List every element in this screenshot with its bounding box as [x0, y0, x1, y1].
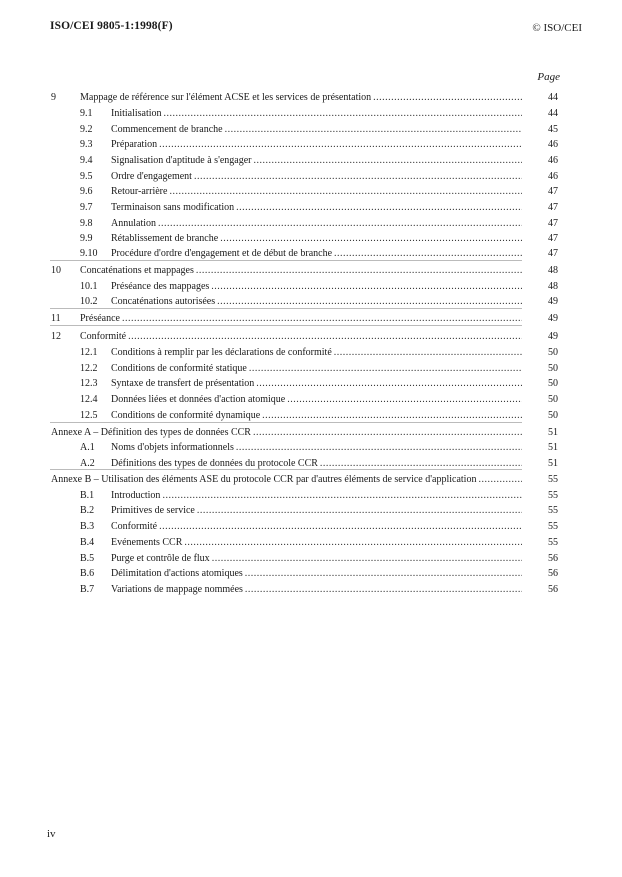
toc-entry-number: 9.5: [80, 171, 93, 182]
toc-entry-number: 11: [51, 313, 61, 324]
toc-entry-title-text: Données liées et données d'action atomique: [111, 394, 286, 405]
toc-entry-title: [111, 552, 522, 566]
dot-leader: [212, 552, 522, 566]
dot-leader: [169, 185, 522, 199]
dot-leader: [253, 426, 522, 440]
toc-entry-title: [111, 185, 522, 199]
toc-entry-title-text: Primitives de service: [111, 505, 195, 516]
toc-entry[interactable]: [0, 552, 622, 566]
dot-leader: [245, 583, 522, 597]
toc-entry-number: B.7: [80, 584, 95, 595]
dot-leader: [194, 170, 522, 184]
toc-entry-number: B.2: [80, 505, 95, 516]
document-reference: ISO/CEI 9805-1:1998(F): [50, 20, 173, 32]
toc-entry-page: 55: [548, 490, 558, 501]
toc-entry-title-text: Préséance des mappages: [111, 281, 210, 292]
toc-entry[interactable]: [0, 520, 622, 534]
toc-entry-title: [111, 520, 522, 534]
toc-entry-page: 47: [548, 248, 558, 259]
dot-leader: [211, 280, 522, 294]
toc-entry-number: 12: [51, 331, 61, 342]
toc-entry-title-text: Annexe A – Définition des types de données CCR: [51, 427, 251, 438]
toc-entry-page: 46: [548, 171, 558, 182]
toc-entry-page: 56: [548, 553, 558, 564]
toc-entry-number: 9.1: [80, 108, 93, 119]
toc-entry-title-text: Mappage de référence sur l'élément ACSE et les services de présentation: [80, 92, 372, 103]
toc-entry-page: 50: [548, 410, 558, 421]
toc-entry-title: [111, 232, 522, 246]
toc-entry-title: [111, 457, 522, 471]
dot-leader: [256, 377, 522, 391]
toc-entry[interactable]: [0, 504, 622, 518]
toc-entry[interactable]: [0, 185, 622, 199]
toc-entry-number: B.4: [80, 537, 95, 548]
toc-entry-title: [51, 473, 522, 487]
toc-entry-number: 9: [51, 92, 56, 103]
toc-entry-page: 50: [548, 347, 558, 358]
toc-entry[interactable]: [0, 441, 622, 455]
toc-entry[interactable]: [0, 393, 622, 407]
dot-leader: [122, 312, 522, 326]
dot-leader: [197, 504, 522, 518]
toc-entry-page: 48: [548, 281, 558, 292]
toc-entry-title: [111, 107, 522, 121]
toc-entry[interactable]: [0, 409, 622, 423]
toc-entry-title: [51, 426, 522, 440]
toc-entry-title: [111, 362, 522, 376]
toc-entry-title: [80, 330, 522, 344]
toc-entry-title: [111, 346, 522, 360]
toc-entry[interactable]: [0, 232, 622, 246]
toc-entry[interactable]: [0, 170, 622, 184]
toc-entry-page: 44: [548, 92, 558, 103]
dot-leader: [262, 409, 522, 423]
toc-entry-number: 10.2: [80, 296, 98, 307]
toc-entry-page: 47: [548, 186, 558, 197]
toc-entry[interactable]: [0, 247, 622, 261]
toc-entry-number: 9.3: [80, 139, 93, 150]
toc-entry-title: [80, 91, 522, 105]
copyright-notice: © ISO/CEI: [532, 22, 582, 34]
dot-leader: [159, 138, 522, 152]
toc-entry-number: 10: [51, 265, 61, 276]
toc-entry-title-text: Procédure d'ordre d'engagement et de début de branche: [111, 248, 333, 259]
toc-entry-page: 44: [548, 108, 558, 119]
toc-entry-number: 12.4: [80, 394, 98, 405]
toc-entry[interactable]: [0, 567, 622, 581]
toc-entry[interactable]: [0, 473, 622, 487]
toc-entry-title-text: Rétablissement de branche: [111, 233, 219, 244]
dot-leader: [220, 232, 522, 246]
toc-entry-number: 9.9: [80, 233, 93, 244]
dot-leader: [254, 154, 522, 168]
toc-entry-title-text: Conformité: [80, 331, 127, 342]
dot-leader: [128, 330, 522, 344]
toc-entry-number: 9.10: [80, 248, 98, 259]
toc-entry-title: [111, 567, 522, 581]
toc-entry-title-text: Définitions des types de données du protocole CCR: [111, 458, 318, 469]
toc-entry[interactable]: [0, 312, 622, 326]
toc-entry-title-text: Noms d'objets informationnels: [111, 442, 234, 453]
dot-leader: [236, 201, 522, 215]
toc-entry[interactable]: [0, 91, 622, 105]
toc-entry-title-text: Préparation: [111, 139, 158, 150]
toc-entry-page: 47: [548, 202, 558, 213]
dot-leader: [225, 123, 522, 137]
toc-entry[interactable]: [0, 362, 622, 376]
toc-entry-number: 9.8: [80, 218, 93, 229]
toc-entry-number: A.2: [80, 458, 95, 469]
dot-leader: [159, 520, 522, 534]
dot-leader: [478, 473, 522, 487]
toc-entry-page: 56: [548, 568, 558, 579]
toc-entry-page: 49: [548, 296, 558, 307]
toc-entry-number: 9.4: [80, 155, 93, 166]
dot-leader: [158, 217, 522, 231]
toc-entry-number: 9.7: [80, 202, 93, 213]
toc-entry-page: 50: [548, 378, 558, 389]
toc-entry-title-text: Annulation: [111, 218, 156, 229]
toc-entry-title-text: Préséance: [80, 313, 120, 324]
dot-leader: [162, 489, 522, 503]
toc-entry[interactable]: [0, 295, 622, 309]
toc-entry-title-text: Commencement de branche: [111, 124, 223, 135]
toc-entry-title: [111, 123, 522, 137]
toc-entry-number: B.3: [80, 521, 95, 532]
toc-entry-number: 9.6: [80, 186, 93, 197]
toc-entry-title: [111, 295, 522, 309]
toc-entry-number: 12.1: [80, 347, 98, 358]
toc-entry[interactable]: [0, 280, 622, 294]
toc-entry-title-text: Annexe B – Utilisation des éléments ASE du protocole CCR par d'autres éléments de service d'application: [51, 474, 477, 485]
toc-entry-number: B.5: [80, 553, 95, 564]
dot-leader: [373, 91, 522, 105]
toc-entry-page: 55: [548, 505, 558, 516]
dot-leader: [334, 247, 522, 261]
toc-entry[interactable]: [0, 377, 622, 391]
toc-entry-title-text: Purge et contrôle de flux: [111, 553, 210, 564]
toc-entry-title: [111, 489, 522, 503]
toc-entry-title: [80, 312, 522, 326]
dot-leader: [320, 457, 522, 471]
toc-entry-page: 48: [548, 265, 558, 276]
toc-entry-page: 55: [548, 537, 558, 548]
toc-entry-title-text: Variations de mappage nommées: [111, 584, 243, 595]
toc-entry[interactable]: [0, 330, 622, 344]
toc-entry-title: [111, 217, 522, 231]
toc-entry-title: [111, 409, 522, 423]
toc-entry-number: B.6: [80, 568, 95, 579]
toc-entry-title-text: Evénements CCR: [111, 537, 183, 548]
toc-entry-title: [111, 201, 522, 215]
toc-entry[interactable]: [0, 346, 622, 360]
toc-entry-title-text: Initialisation: [111, 108, 162, 119]
toc-entry-title: [111, 504, 522, 518]
dot-leader: [196, 264, 522, 278]
page-number: iv: [47, 828, 56, 840]
dot-leader: [184, 536, 522, 550]
toc-entry-page: 46: [548, 155, 558, 166]
dot-leader: [334, 346, 522, 360]
dot-leader: [249, 362, 522, 376]
toc-entry-page: 51: [548, 427, 558, 438]
toc-entry-page: 51: [548, 442, 558, 453]
dot-leader: [287, 393, 522, 407]
toc-entry[interactable]: [0, 457, 622, 471]
toc-entry-title-text: Introduction: [111, 490, 161, 501]
toc-entry-number: 10.1: [80, 281, 98, 292]
toc-entry[interactable]: [0, 123, 622, 137]
toc-entry-title: [111, 393, 522, 407]
toc-entry-title: [111, 247, 522, 261]
toc-entry[interactable]: [0, 201, 622, 215]
toc-entry-title: [111, 170, 522, 184]
toc-entry[interactable]: [0, 489, 622, 503]
toc-entry-title-text: Délimitation d'actions atomiques: [111, 568, 243, 579]
toc-entry-page: 50: [548, 394, 558, 405]
toc-entry[interactable]: [0, 536, 622, 550]
dot-leader: [217, 295, 522, 309]
toc-entry-page: 46: [548, 139, 558, 150]
toc-entry-page: 50: [548, 363, 558, 374]
toc-entry-title: [111, 441, 522, 455]
toc-entry[interactable]: [0, 264, 622, 278]
toc-entry-page: 49: [548, 313, 558, 324]
toc-entry-title-text: Concaténations et mappages: [80, 265, 194, 276]
toc-entry[interactable]: [0, 138, 622, 152]
toc-entry-title: [111, 154, 522, 168]
toc-entry-title: [111, 583, 522, 597]
toc-entry-title-text: Conditions de conformité dynamique: [111, 410, 261, 421]
toc-entry-title-text: Signalisation d'aptitude à s'engager: [111, 155, 252, 166]
toc-entry-title: [80, 264, 522, 278]
toc-entry-page: 47: [548, 233, 558, 244]
toc-entry[interactable]: [0, 583, 622, 597]
toc-entry-title-text: Conditions de conformité statique: [111, 363, 247, 374]
toc-entry-page: 55: [548, 521, 558, 532]
toc-entry-page: 45: [548, 124, 558, 135]
toc-entry[interactable]: [0, 154, 622, 168]
toc-entry-number: 12.5: [80, 410, 98, 421]
toc-entry-title-text: Terminaison sans modification: [111, 202, 235, 213]
toc-entry-number: 9.2: [80, 124, 93, 135]
dot-leader: [245, 567, 522, 581]
toc-entry[interactable]: [0, 426, 622, 440]
toc-entry-page: 49: [548, 331, 558, 342]
dot-leader: [236, 441, 522, 455]
toc-entry-title: [111, 377, 522, 391]
toc-entry-title-text: Concaténations autorisées: [111, 296, 216, 307]
toc-entry-page: 47: [548, 218, 558, 229]
toc-entry-title: [111, 536, 522, 550]
toc-entry-number: B.1: [80, 490, 95, 501]
toc-entry[interactable]: [0, 217, 622, 231]
toc-entry-title-text: Retour-arrière: [111, 186, 168, 197]
page-column-label: Page: [537, 71, 560, 83]
toc-entry-title-text: Conditions à remplir par les déclarations de conformité: [111, 347, 332, 358]
toc-entry-title-text: Syntaxe de transfert de présentation: [111, 378, 255, 389]
toc-entry-number: 12.2: [80, 363, 98, 374]
toc-entry-number: A.1: [80, 442, 95, 453]
toc-entry-title-text: Ordre d'engagement: [111, 171, 192, 182]
toc-entry-page: 55: [548, 474, 558, 485]
dot-leader: [164, 107, 522, 121]
toc-entry-page: 56: [548, 584, 558, 595]
toc-entry-title: [111, 138, 522, 152]
toc-entry-number: 12.3: [80, 378, 98, 389]
toc-entry[interactable]: [0, 107, 622, 121]
toc-entry-page: 51: [548, 458, 558, 469]
toc-entry-title: [111, 280, 522, 294]
toc-entry-title-text: Conformité: [111, 521, 158, 532]
